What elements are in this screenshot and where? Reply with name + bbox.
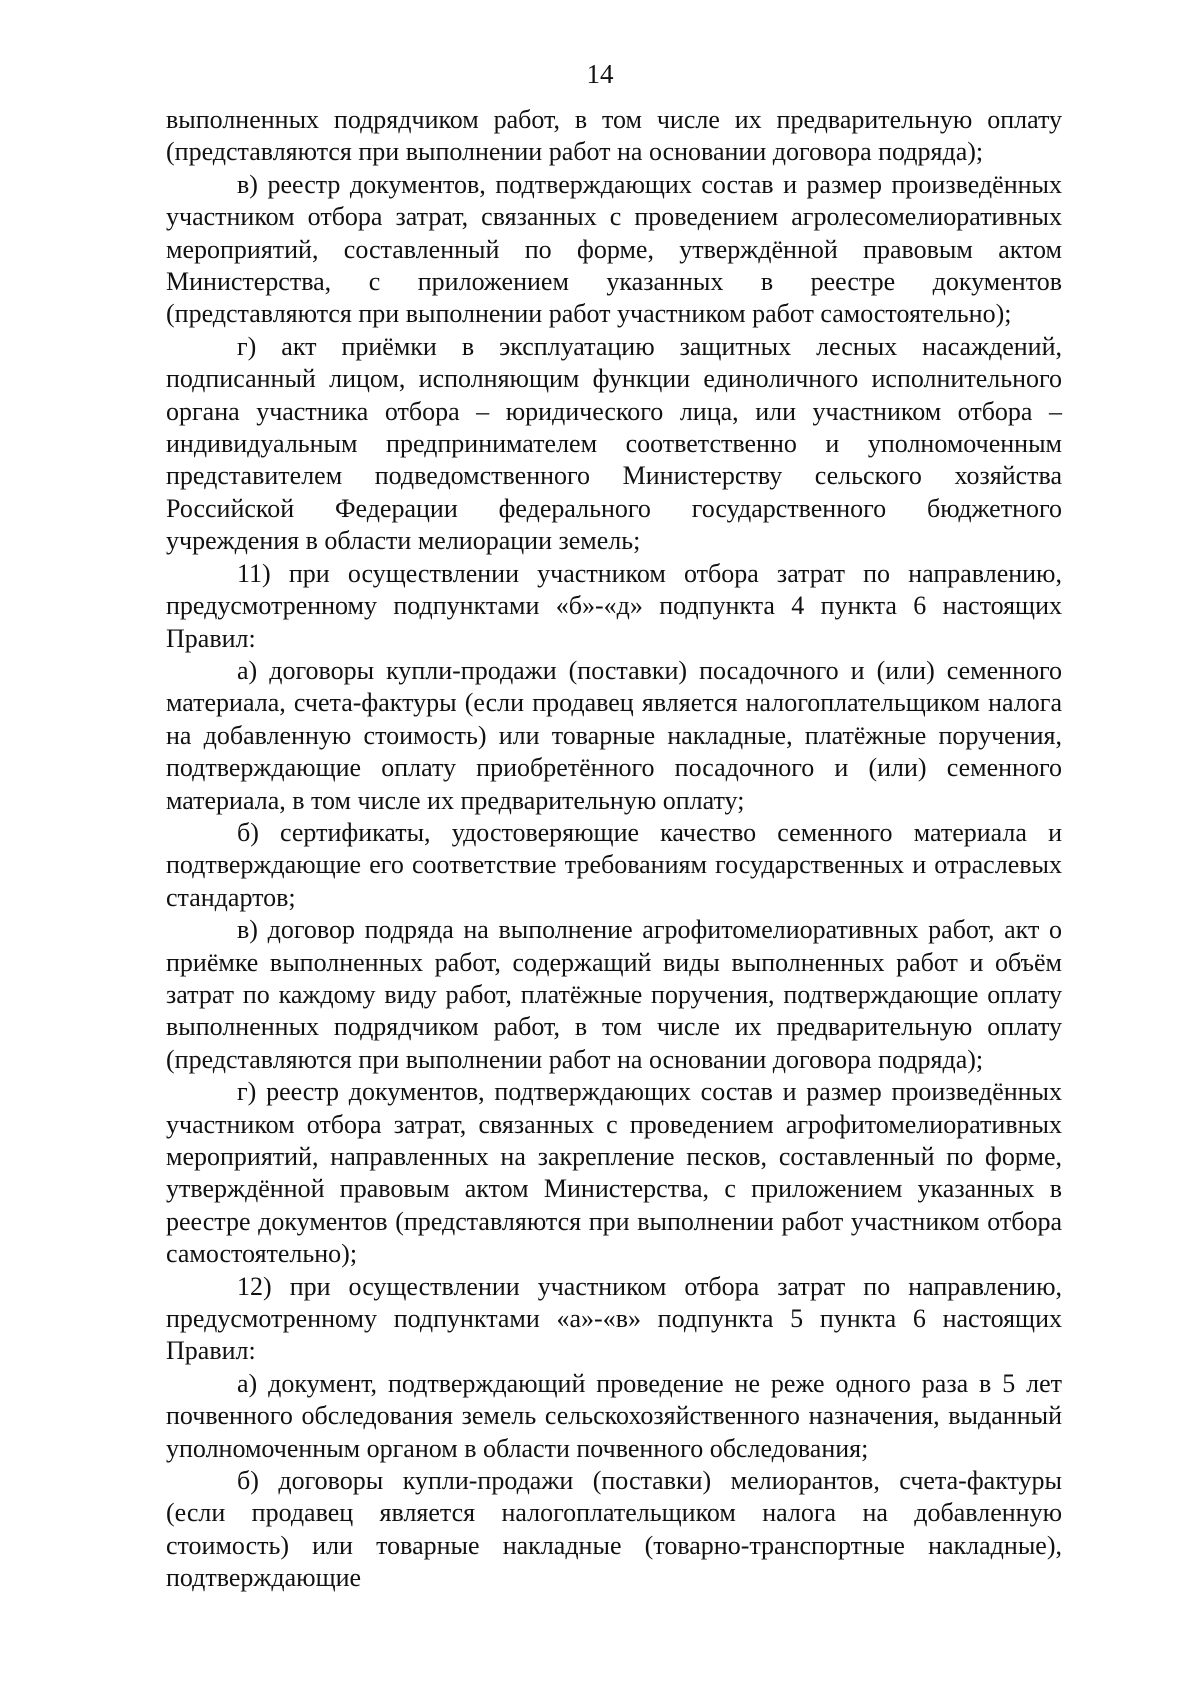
paragraph-8: г) реестр документов, подтверждающих состав и размер произведённых участником отбора затрат, связанных с проведением агрофитомелиоративных мероприятий, направленных на закрепление песков, составленный по форме, утверждённой правовым актом Министерства, с приложением указанных в реестре документов (представляются при выполнении работ участником отбора самостоятельно); — [166, 1077, 1062, 1269]
paragraph-5: а) договоры купли-продажи (поставки) посадочного и (или) семенного материала, счета-фактуры (если продавец является налогоплательщиком налога на добавленную стоимость) или товарные накладные, платёжные поручения, подтверждающие оплату приобретённого посадочного и (или) семенного материала, в том числе их предварительную оплату; — [166, 655, 1062, 815]
paragraph-11: б) договоры купли-продажи (поставки) мелиорантов, счета-фактуры (если продавец является налогоплательщиком налога на добавленную стоимость) или товарные накладные (товарно-транспортные накладные), подтверждающие — [166, 1466, 1062, 1593]
paragraph-3: г) акт приёмки в эксплуатацию защитных лесных насаждений, подписанный лицом, исполняющим функции единоличного исполнительного органа участника отбора – юридического лица, или участником отбора – индивидуальным предпринимателем соответственно и уполномоченным представителем подведомственного Министерству сельского хозяйства Российской Федерации федерального государственного бюджетного учреждения в области мелиорации земель; — [166, 331, 1062, 556]
paragraph-9: 12) при осуществлении участником отбора затрат по направлению, предусмотренному подпунктами «а»-«в» подпункта 5 пункта 6 настоящих Правил: — [166, 1271, 1062, 1366]
paragraph-1: выполненных подрядчиком работ, в том числе их предварительную оплату (представляются при выполнении работ на основании договора подряда); — [166, 105, 1062, 167]
page-number: 14 — [586, 59, 614, 89]
paragraph-7: в) договор подряда на выполнение агрофитомелиоративных работ, акт о приёмке выполненных работ, содержащий виды выполненных работ и объём затрат по каждому виду работ, платёжные поручения, подтверждающие оплату выполненных подрядчиком работ, в том числе их предварительную оплату (представляются при выполнении работ на основании договора подряда); — [166, 915, 1062, 1074]
paragraph-4: 11) при осуществлении участником отбора затрат по направлению, предусмотренному подпунктами «б»-«д» подпункта 4 пункта 6 настоящих Правил: — [166, 558, 1062, 653]
document-body — [166, 104, 1062, 1595]
paragraph-6: б) сертификаты, удостоверяющие качество семенного материала и подтверждающие его соответствие требованиям государственных и отраслевых стандартов; — [166, 817, 1062, 912]
paragraph-2: в) реестр документов, подтверждающих состав и размер произведённых участником отбора затрат, связанных с проведением агролесомелиоративных мероприятий, составленный по форме, утверждённой правовым актом Министерства, с приложением указанных в реестре документов (представляются при выполнении работ участником работ самостоятельно); — [166, 169, 1062, 329]
paragraph-10: а) документ, подтверждающий проведение не реже одного раза в 5 лет почвенного обследования земель сельскохозяйственного назначения, выданный уполномоченным органом в области почвенного обследования; — [166, 1368, 1062, 1463]
